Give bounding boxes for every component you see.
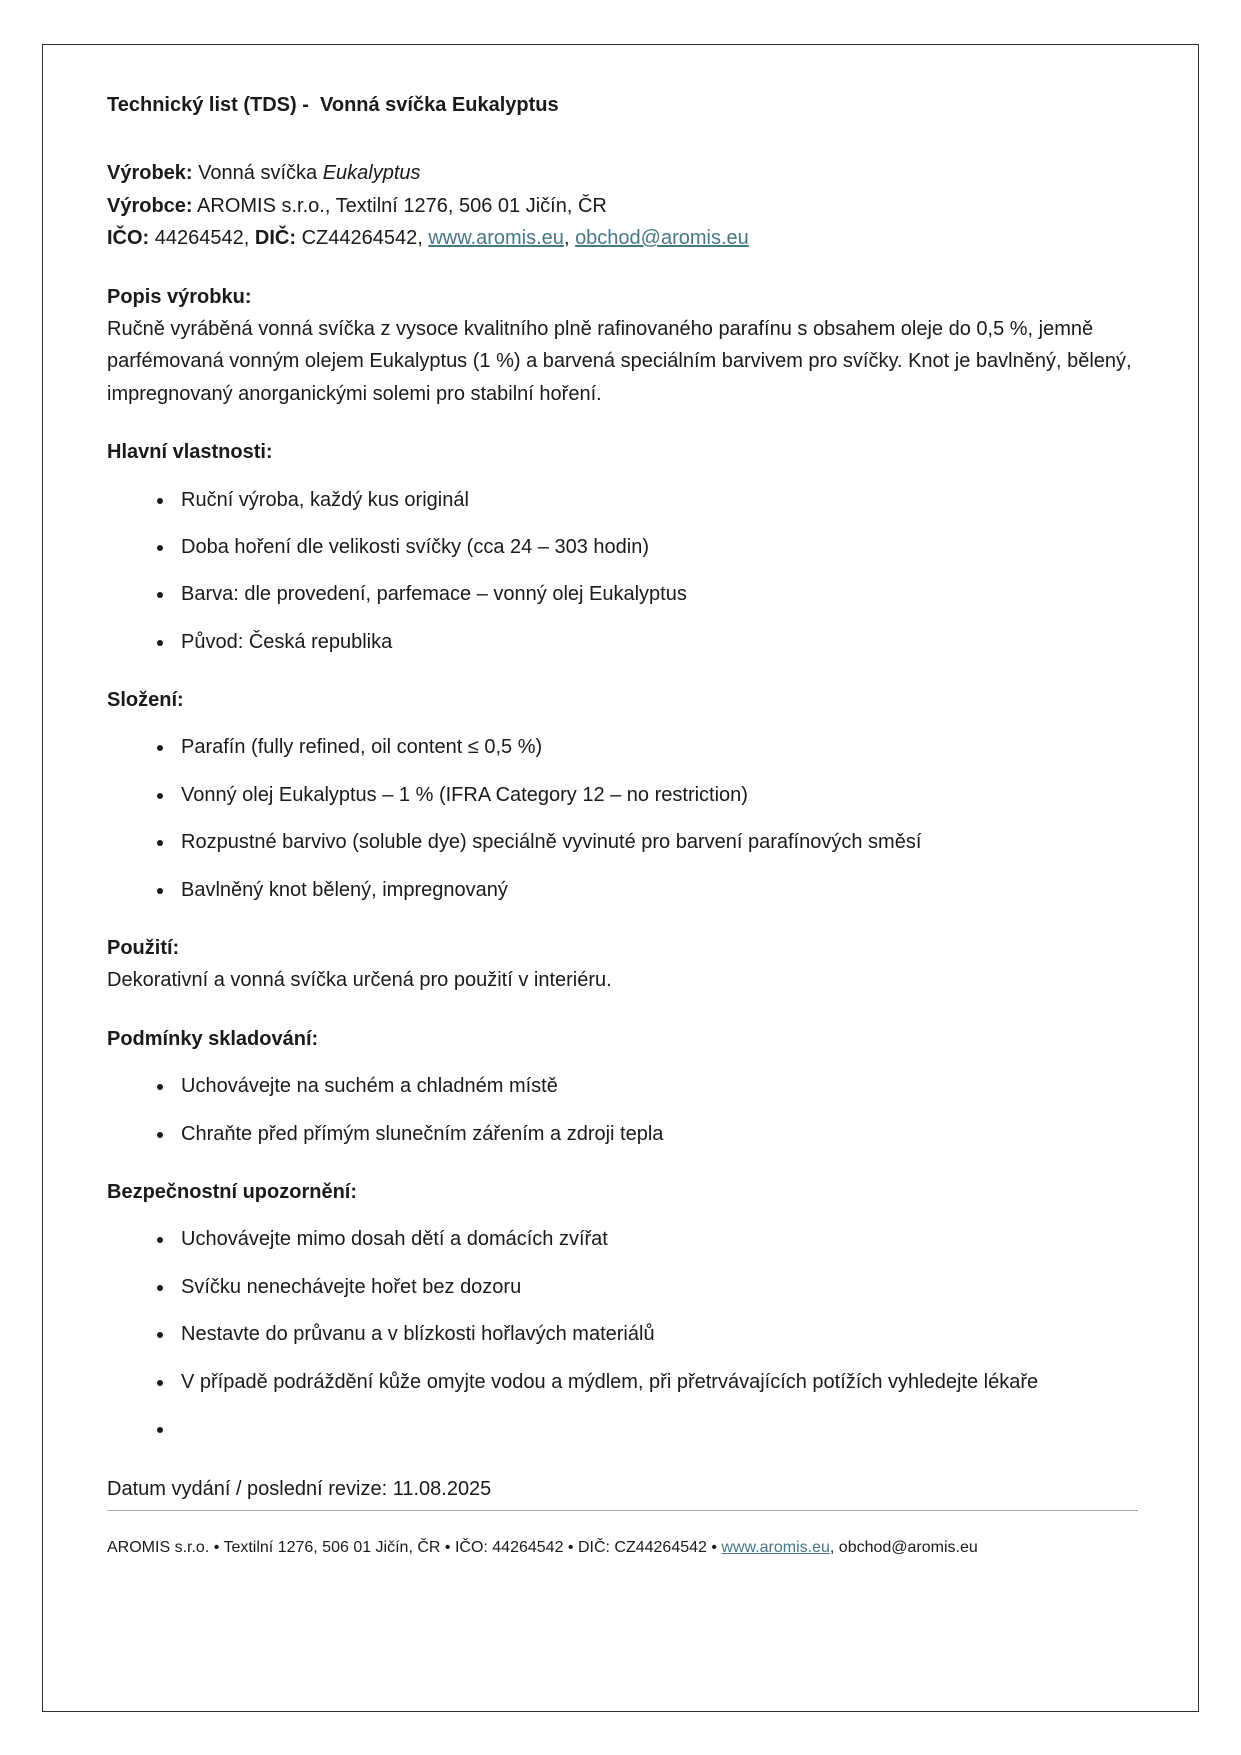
section-slozeni (107, 684, 1136, 906)
issue-date-line: Datum vydání / poslední revize: 11.08.2025 (107, 1478, 492, 1501)
section-vlastnosti (107, 436, 1136, 658)
bullet-list-bezpecnost (107, 1223, 1136, 1445)
product-name-italic: Eukalyptus (322, 162, 421, 185)
list-item: • Ruční výroba, každý kus originál (175, 484, 1136, 516)
section-body-popis: Ručně vyráběná vonná svíčka z vysoce kvalitního plně rafinovaného parafínu s obsahem oleje do 0,5 %, jemně parfémovaná vonným olejem Eukalyptus (1 %) a barvená speciálním barvivem pro svíčky. Knot je bavlněný, bělený, impregnovaný anorganickými solemi pro stabilní hoření. (107, 317, 1132, 405)
section-body-pouziti: Dekorativní a vonná svíčka určená pro použití v interiéru. (107, 969, 612, 992)
bullet-list-vlastnosti (107, 484, 1136, 659)
bullet-list-slozeni (107, 731, 1136, 906)
section-heading-bezpecnost: Bezpečnostní upozornění: (107, 1180, 357, 1203)
ico-label: IČO: (107, 227, 150, 250)
link-separator: , (563, 227, 570, 250)
list-item: • Vonný olej Eukalyptus – 1 % (IFRA Category 12 – no restriction) (175, 779, 1136, 811)
ico-value: 44264542, (154, 227, 250, 250)
bullet-list-skladovani (107, 1070, 1136, 1150)
section-heading-popis: Popis výrobku: (107, 285, 252, 308)
manufacturer-line (107, 190, 1136, 222)
footer-text: AROMIS s.r.o. • Textilní 1276, 506 01 Jičín, ČR • IČO: 44264542 • DIČ: CZ44264542 • (107, 1538, 717, 1556)
list-item: • Parafín (fully refined, oil content ≤ 0,5 %) (175, 731, 1136, 763)
page-footer (107, 1510, 1138, 1559)
product-value: Vonná svíčka (198, 162, 318, 185)
section-skladovani (107, 1023, 1136, 1150)
website-link[interactable]: www.aromis.eu (428, 227, 564, 250)
list-item: • Uchovávejte mimo dosah dětí a domácích zvířat (175, 1223, 1136, 1255)
list-item: • Chraňte před přímým slunečním zářením a zdroji tepla (175, 1118, 1136, 1150)
list-item: • Bavlněný knot bělený, impregnovaný (175, 874, 1136, 906)
section-heading-slozeni: Složení: (107, 689, 184, 712)
product-line (107, 157, 1136, 189)
manufacturer-label: Výrobce: (107, 194, 193, 217)
list-item: • Nestavte do průvanu a v blízkosti hořlavých materiálů (175, 1318, 1136, 1350)
company-id-line (107, 222, 1136, 254)
section-heading-vlastnosti: Hlavní vlastnosti: (107, 441, 273, 464)
list-item: • Svíčku nenechávejte hořet bez dozoru (175, 1271, 1136, 1303)
dic-label: DIČ: (254, 227, 296, 250)
section-pouziti (107, 932, 1136, 997)
product-label: Výrobek: (107, 162, 193, 185)
section-heading-skladovani: Podmínky skladování: (107, 1027, 319, 1050)
list-item: • Rozpustné barvivo (soluble dye) speciálně vyvinuté pro barvení parafínových směsí (175, 826, 1136, 858)
document-page (42, 44, 1199, 1712)
section-bezpecnost (107, 1176, 1136, 1445)
list-item: • Barva: dle provedení, parfemace – vonný olej Eukalyptus (175, 578, 1136, 610)
list-item: • Doba hoření dle velikosti svíčky (cca 24 – 303 hodin) (175, 531, 1136, 563)
email-link[interactable]: obchod@aromis.eu (575, 227, 749, 250)
footer-website-link[interactable]: www.aromis.eu (721, 1538, 830, 1556)
section-popis (107, 281, 1136, 411)
footer-text-after: , obchod@aromis.eu (829, 1538, 978, 1556)
list-item: • Původ: Česká republika (175, 626, 1136, 658)
page-title: Technický list (TDS) - Vonná svíčka Eukalyptus (107, 94, 559, 116)
list-item: • V případě podráždění kůže omyjte vodou a mýdlem, při přetrvávajících potížích vyhledejte lékaře (175, 1366, 1136, 1398)
dic-value: CZ44264542, (301, 227, 423, 250)
list-item: • Uchovávejte na suchém a chladném místě (175, 1070, 1136, 1102)
list-item-empty (175, 1413, 1136, 1445)
document-content (43, 45, 1198, 1506)
section-heading-pouziti: Použití: (107, 937, 180, 960)
manufacturer-value: AROMIS s.r.o., Textilní 1276, 506 01 Jičín, ČR (197, 194, 607, 217)
